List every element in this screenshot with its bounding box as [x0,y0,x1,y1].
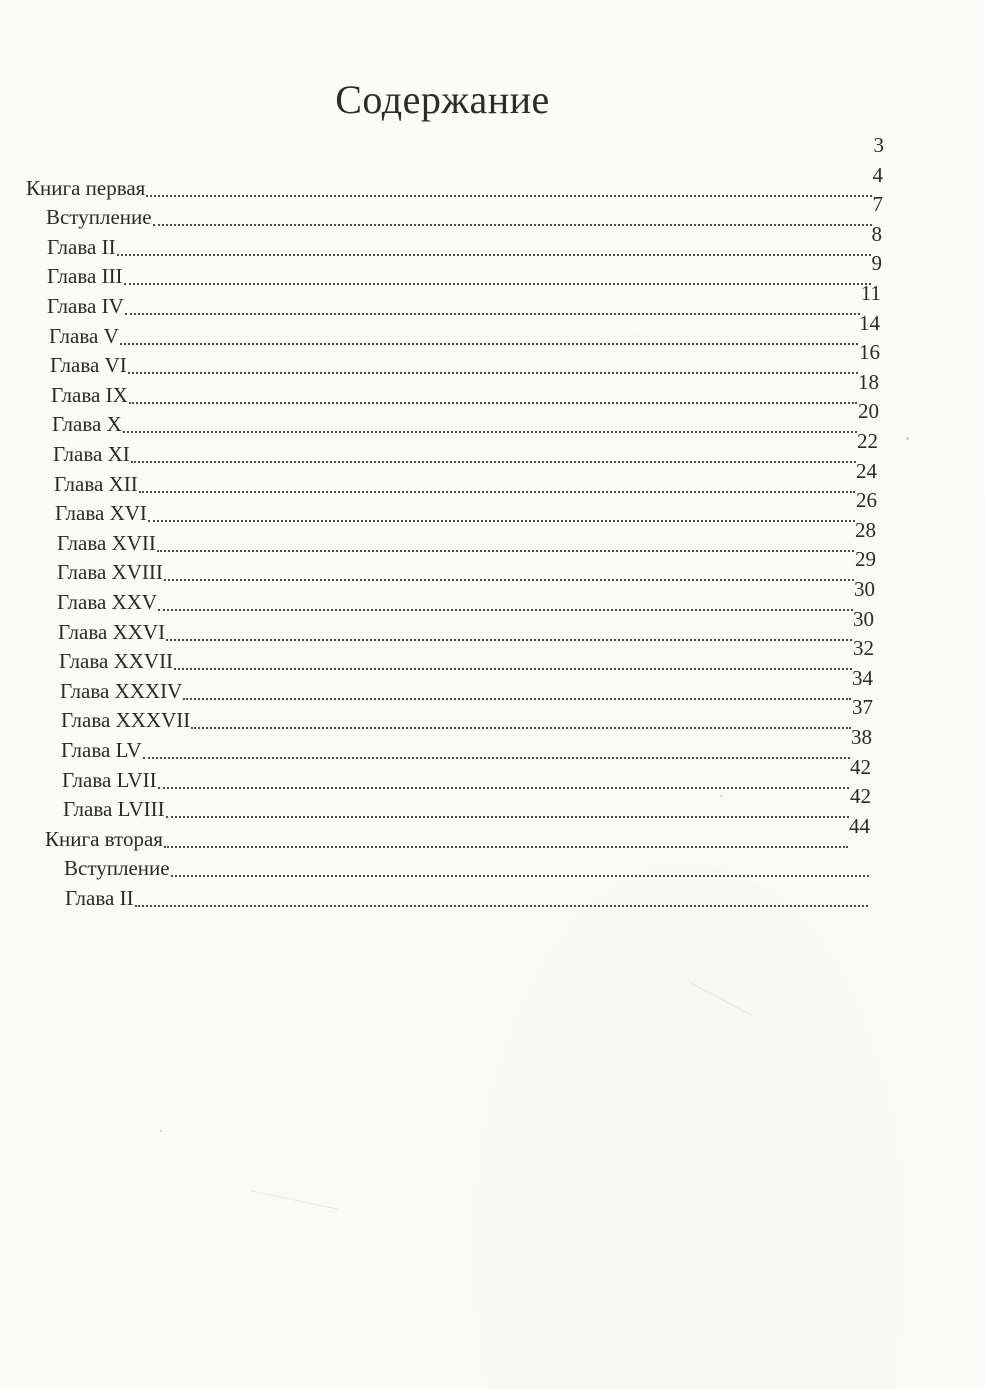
toc-entry [45,814,870,853]
toc-page-number: 44 [849,814,870,838]
toc-dot-leader [174,668,852,670]
toc-dot-leader [148,520,855,522]
toc-dot-leader [158,609,853,611]
toc-entry-label: Глава II [65,886,134,910]
toc-entry [58,607,874,646]
toc-page-number: 37 [852,695,873,719]
toc-dot-leader [128,372,858,374]
toc-dot-leader [129,402,857,404]
toc-entry [61,695,873,734]
toc-dot-leader [166,816,849,818]
toc-entry-label: Глава XI [53,442,130,466]
toc-dot-leader [191,727,851,729]
toc-entry-label: Глава IV [47,294,124,318]
toc-entry-label: Глава XXVII [59,649,174,673]
toc-page-number: 42 [850,755,871,779]
toc-dot-leader [124,283,871,285]
toc-dot-leader [125,313,860,315]
toc-page-number: 7 [872,192,883,216]
toc-entry [60,666,873,705]
toc-entry [47,251,882,290]
toc-entry-label: Глава XII [54,472,138,496]
toc-entry [51,370,879,409]
toc-entry-label: Глава IX [51,383,128,407]
toc-dot-leader [153,224,872,226]
toc-entry-label: Глава XVII [57,531,156,555]
toc-entry [57,577,875,616]
toc-entry [57,547,876,586]
toc-entry [47,222,882,261]
toc-page-number: 30 [854,577,875,601]
toc-entry [26,163,883,202]
toc-dot-leader [158,787,849,789]
toc-entry-label: Глава XXVI [58,620,166,644]
toc-entry [54,459,877,498]
toc-dot-leader [157,550,854,552]
scan-scratch [250,1190,338,1210]
toc-dot-leader [171,875,869,877]
toc-dot-leader [135,905,868,907]
toc-entry-label: Книга первая [26,176,146,200]
toc-entry [52,399,879,438]
toc-dot-leader [123,431,857,433]
toc-entry-label: Глава LVIII [63,797,165,821]
toc-dot-leader [164,846,848,848]
toc-entry-label: Глава XVIII [57,560,163,584]
toc-page-number: 30 [853,607,874,631]
toc-page-number: 29 [855,547,876,571]
toc-dot-leader [120,343,858,345]
toc-entry-label: Глава II [47,235,116,259]
toc-entry [47,281,881,320]
toc-entry-label: Глава X [52,412,122,436]
toc-entry-label: Вступление [64,856,170,880]
toc-entry-label: Глава III [47,264,123,288]
toc-page-number: 9 [871,251,882,275]
toc-entry-label: Глава XXV [57,590,158,614]
toc-entry [57,518,876,557]
toc-entry [63,784,871,823]
toc-page-number: 4 [872,163,883,187]
toc-page-number: 38 [851,725,872,749]
toc-entry-label: Книга вторая [45,827,163,851]
toc-dot-leader [166,639,852,641]
toc-dot-leader [146,195,871,197]
toc-page-number: 34 [852,666,873,690]
scan-speck [906,437,909,440]
toc-page-number: 42 [850,784,871,808]
toc-entry [46,192,883,231]
toc-entry [65,882,869,912]
toc-page-number: 22 [857,429,878,453]
toc-entry-label: Глава XXXVII [61,708,191,732]
toc-entry-label: Глава XXXIV [60,679,183,703]
scan-speck [720,795,722,797]
toc-entry-label: Глава LV [61,738,142,762]
toc-page-number: 28 [855,518,876,542]
toc-entry [61,725,872,764]
toc-dot-leader [131,461,856,463]
page-title: Содержание [335,77,550,122]
toc-entry [49,311,880,350]
toc-dot-leader [143,757,850,759]
toc-entry-label: Глава VI [50,353,127,377]
toc-entry-label: Глава V [49,324,119,348]
toc-entry-label: Глава LVII [62,768,157,792]
toc-page-number: 14 [859,311,880,335]
toc-page-number: 16 [859,340,880,364]
toc-entry [64,852,870,882]
toc-entry-label: Глава XVI [55,501,147,525]
toc-page-number: 32 [853,636,874,660]
toc-page-number: 8 [871,222,882,246]
toc-dot-leader [183,698,851,700]
toc-entry [53,429,878,468]
scan-speck [160,1130,162,1132]
toc-dot-leader [164,579,854,581]
toc-entry [59,636,874,675]
toc-page-number: 18 [858,370,879,394]
toc-dot-leader [117,254,871,256]
toc-page-number: 24 [856,459,877,483]
toc-page-number: 11 [860,281,881,305]
toc-page-number: 20 [858,399,879,423]
toc-entry-label: Вступление [46,205,152,229]
toc-entry [50,340,880,379]
toc-entry [55,488,877,527]
toc-page-number: 3 [873,133,884,157]
toc-page-number: 26 [856,488,877,512]
scan-scratch [690,982,752,1016]
toc-entry [62,755,871,794]
toc-dot-leader [139,491,855,493]
